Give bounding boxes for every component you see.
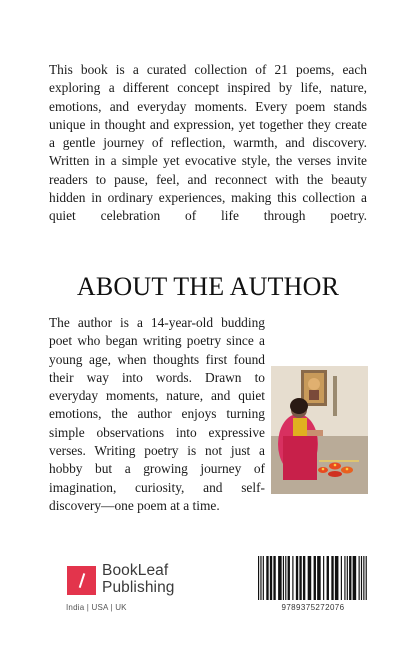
barcode-bar	[353, 556, 357, 600]
barcode-bar	[263, 556, 264, 600]
barcode-bar	[308, 556, 312, 600]
barcode-bar	[273, 556, 275, 600]
barcode-bar	[288, 556, 290, 600]
barcode-bar	[266, 556, 268, 600]
publisher-name-line1: BookLeaf	[102, 562, 169, 579]
barcode-bar	[347, 556, 348, 600]
barcode-bar	[317, 556, 321, 600]
barcode-bar	[331, 556, 333, 600]
barcode-bar	[283, 556, 284, 600]
barcode-bar	[296, 556, 298, 600]
back-cover-blurb: This book is a curated collection of 21 poems, each exploring a different concept inspired by life, nature, emotions, and everyday moments. Every poem stands unique in thought and expression, yet together they create a gentle journey of reflection, warmth, and discovery. Written in a simple yet evocative style, the verses invite readers to pause, feel, and reconnect with the beauty hidden in ordinary experiences, making this collection a quiet celebration of life through poetry.	[49, 62, 367, 224]
barcode-bar	[363, 556, 364, 600]
author-bio: The author is a 14-year-old budding poet who began writing poetry since a young age, when thoughts first found their way into words. Drawn to everyday moments, nature, and quiet emotions, the author enjoys turning simple observations into expressive verses. Writing poetry is not just a hobby but a growing journey of imagination, curiosity, and self-discovery—one poem at a time.	[49, 315, 265, 513]
barcode-bar	[344, 556, 345, 600]
publisher-name-line2: Publishing	[102, 579, 175, 596]
barcode-bar	[278, 556, 282, 600]
barcode-bar	[314, 556, 316, 600]
barcode-bar	[361, 556, 362, 600]
author-photo	[271, 366, 368, 494]
barcode-bar	[323, 556, 324, 600]
barcode-bar	[341, 556, 342, 600]
about-author-heading: ABOUT THE AUTHOR	[76, 272, 340, 301]
barcode-bar	[270, 556, 272, 600]
barcode-bar	[349, 556, 351, 600]
barcode-bar	[327, 556, 329, 600]
publisher-logo	[64, 563, 184, 615]
bookleaf-logo-icon	[67, 566, 96, 595]
barcode-bar	[260, 556, 261, 600]
barcode-bar	[292, 556, 293, 600]
barcode-bar	[285, 556, 286, 600]
barcode-bar	[335, 556, 339, 600]
isbn-number: 9789375272076	[281, 603, 345, 612]
publisher-name	[102, 562, 175, 596]
barcode-bar	[303, 556, 305, 600]
barcode-bar	[366, 556, 367, 600]
barcode-bar	[359, 556, 360, 600]
publisher-regions: India | USA | UK	[66, 603, 127, 612]
barcode-bar	[258, 556, 259, 600]
barcode-bar	[299, 556, 301, 600]
